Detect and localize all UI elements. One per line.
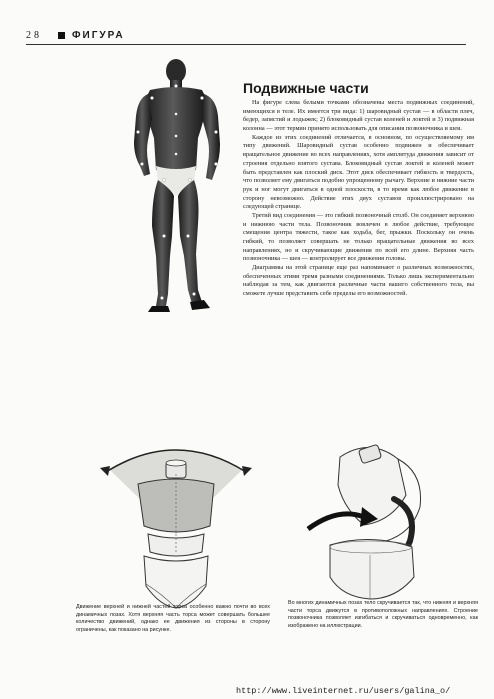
torso-rotation-diagram: [92, 434, 260, 612]
source-watermark: http://www.liveinternet.ru/users/galina_o/: [236, 686, 451, 696]
paragraph: Каждое из этих соединений отличается, в основном, по осуществляемому им типу движений. Шаровидный сустав особенно подвижен и обеспечивает вращательное движение во всех направлениях, хотя амплитуда движения зависит от строения отдельно взятого сустава. Блоковидный сустав локтей и коленей может быть представлен как плоский диск. Этот диск обеспечивает гибкость и твердость, что позволяет ему двигаться подобно упрощенному рычагу. Верхние и нижние части рук и ног могут двигаться в одной плоскости, в то время как любое движение в сторону невозможно. Действие этих двух суставов проиллюстрировано на следующей странице.: [243, 133, 474, 211]
article-title: Подвижные части: [243, 80, 369, 96]
caption-left: Движение верхней и нижней частей торса особенно важно почти во всех динамичных позах. Хотя верхняя часть торса может совершать большее количество движений, однако ее движения из стороны в сторону ограничены, как показано на рисунке.: [76, 604, 270, 634]
paragraph: Диаграммы на этой странице еще раз напоминают о различных возможностях, обеспеченных этими тремя разными соединениями. Только лишь экспериментально наблюдая за тем, как двигаются различные части вашего собственного тела, вы сможете лучше представить себе пределы его возможностей.: [243, 264, 474, 298]
caption-right: Во многих динамичных позах тело скручивается так, что нижняя и верхняя части торса движутся в противоположных направлениях. Строение позвоночника позволяет изгибаться и скручиваться одновременно, как изображено на иллюстрации.: [288, 600, 478, 630]
paragraph: На фигуре слева белыми точками обозначены места подвижных соединений, имеющихся в теле. Их имеется три вида: 1) шаровидный сустав — в области плеч, бедер, запястий и лодыжек; 2) блоковидный сустав коленей и локтей и 3) подвижная колонна — этот термин принято использовать для описания позвоночника и шеи.: [243, 99, 474, 133]
arrow-left-icon: [100, 466, 110, 476]
arrow-right-icon: [242, 466, 252, 476]
section-title: ФИГУРА: [72, 30, 125, 41]
paragraph: Третий вид соединения — это гибкий позвоночный столб. Он соединяет верхнюю и нижнюю части тела. Позвоночник вовлечен в любое действие, требующее смещения центра тяжести, такое как ходьба, бег, прыжки. Поскольку он очень гибкий, то позволяет совершать не только вращательные движения во всех направлениях, но и скручивающие движения по всей его длине. Верхняя часть позвоночника — шея — контролирует все движения головы.: [243, 211, 474, 263]
header-square-icon: [58, 32, 65, 39]
header-rule: [26, 44, 466, 45]
twisted-torso-diagram: [300, 437, 460, 602]
standing-figure-photo: [112, 58, 240, 320]
article-body: [243, 99, 474, 299]
page-number: 28: [26, 30, 42, 41]
page-header: [26, 30, 466, 44]
